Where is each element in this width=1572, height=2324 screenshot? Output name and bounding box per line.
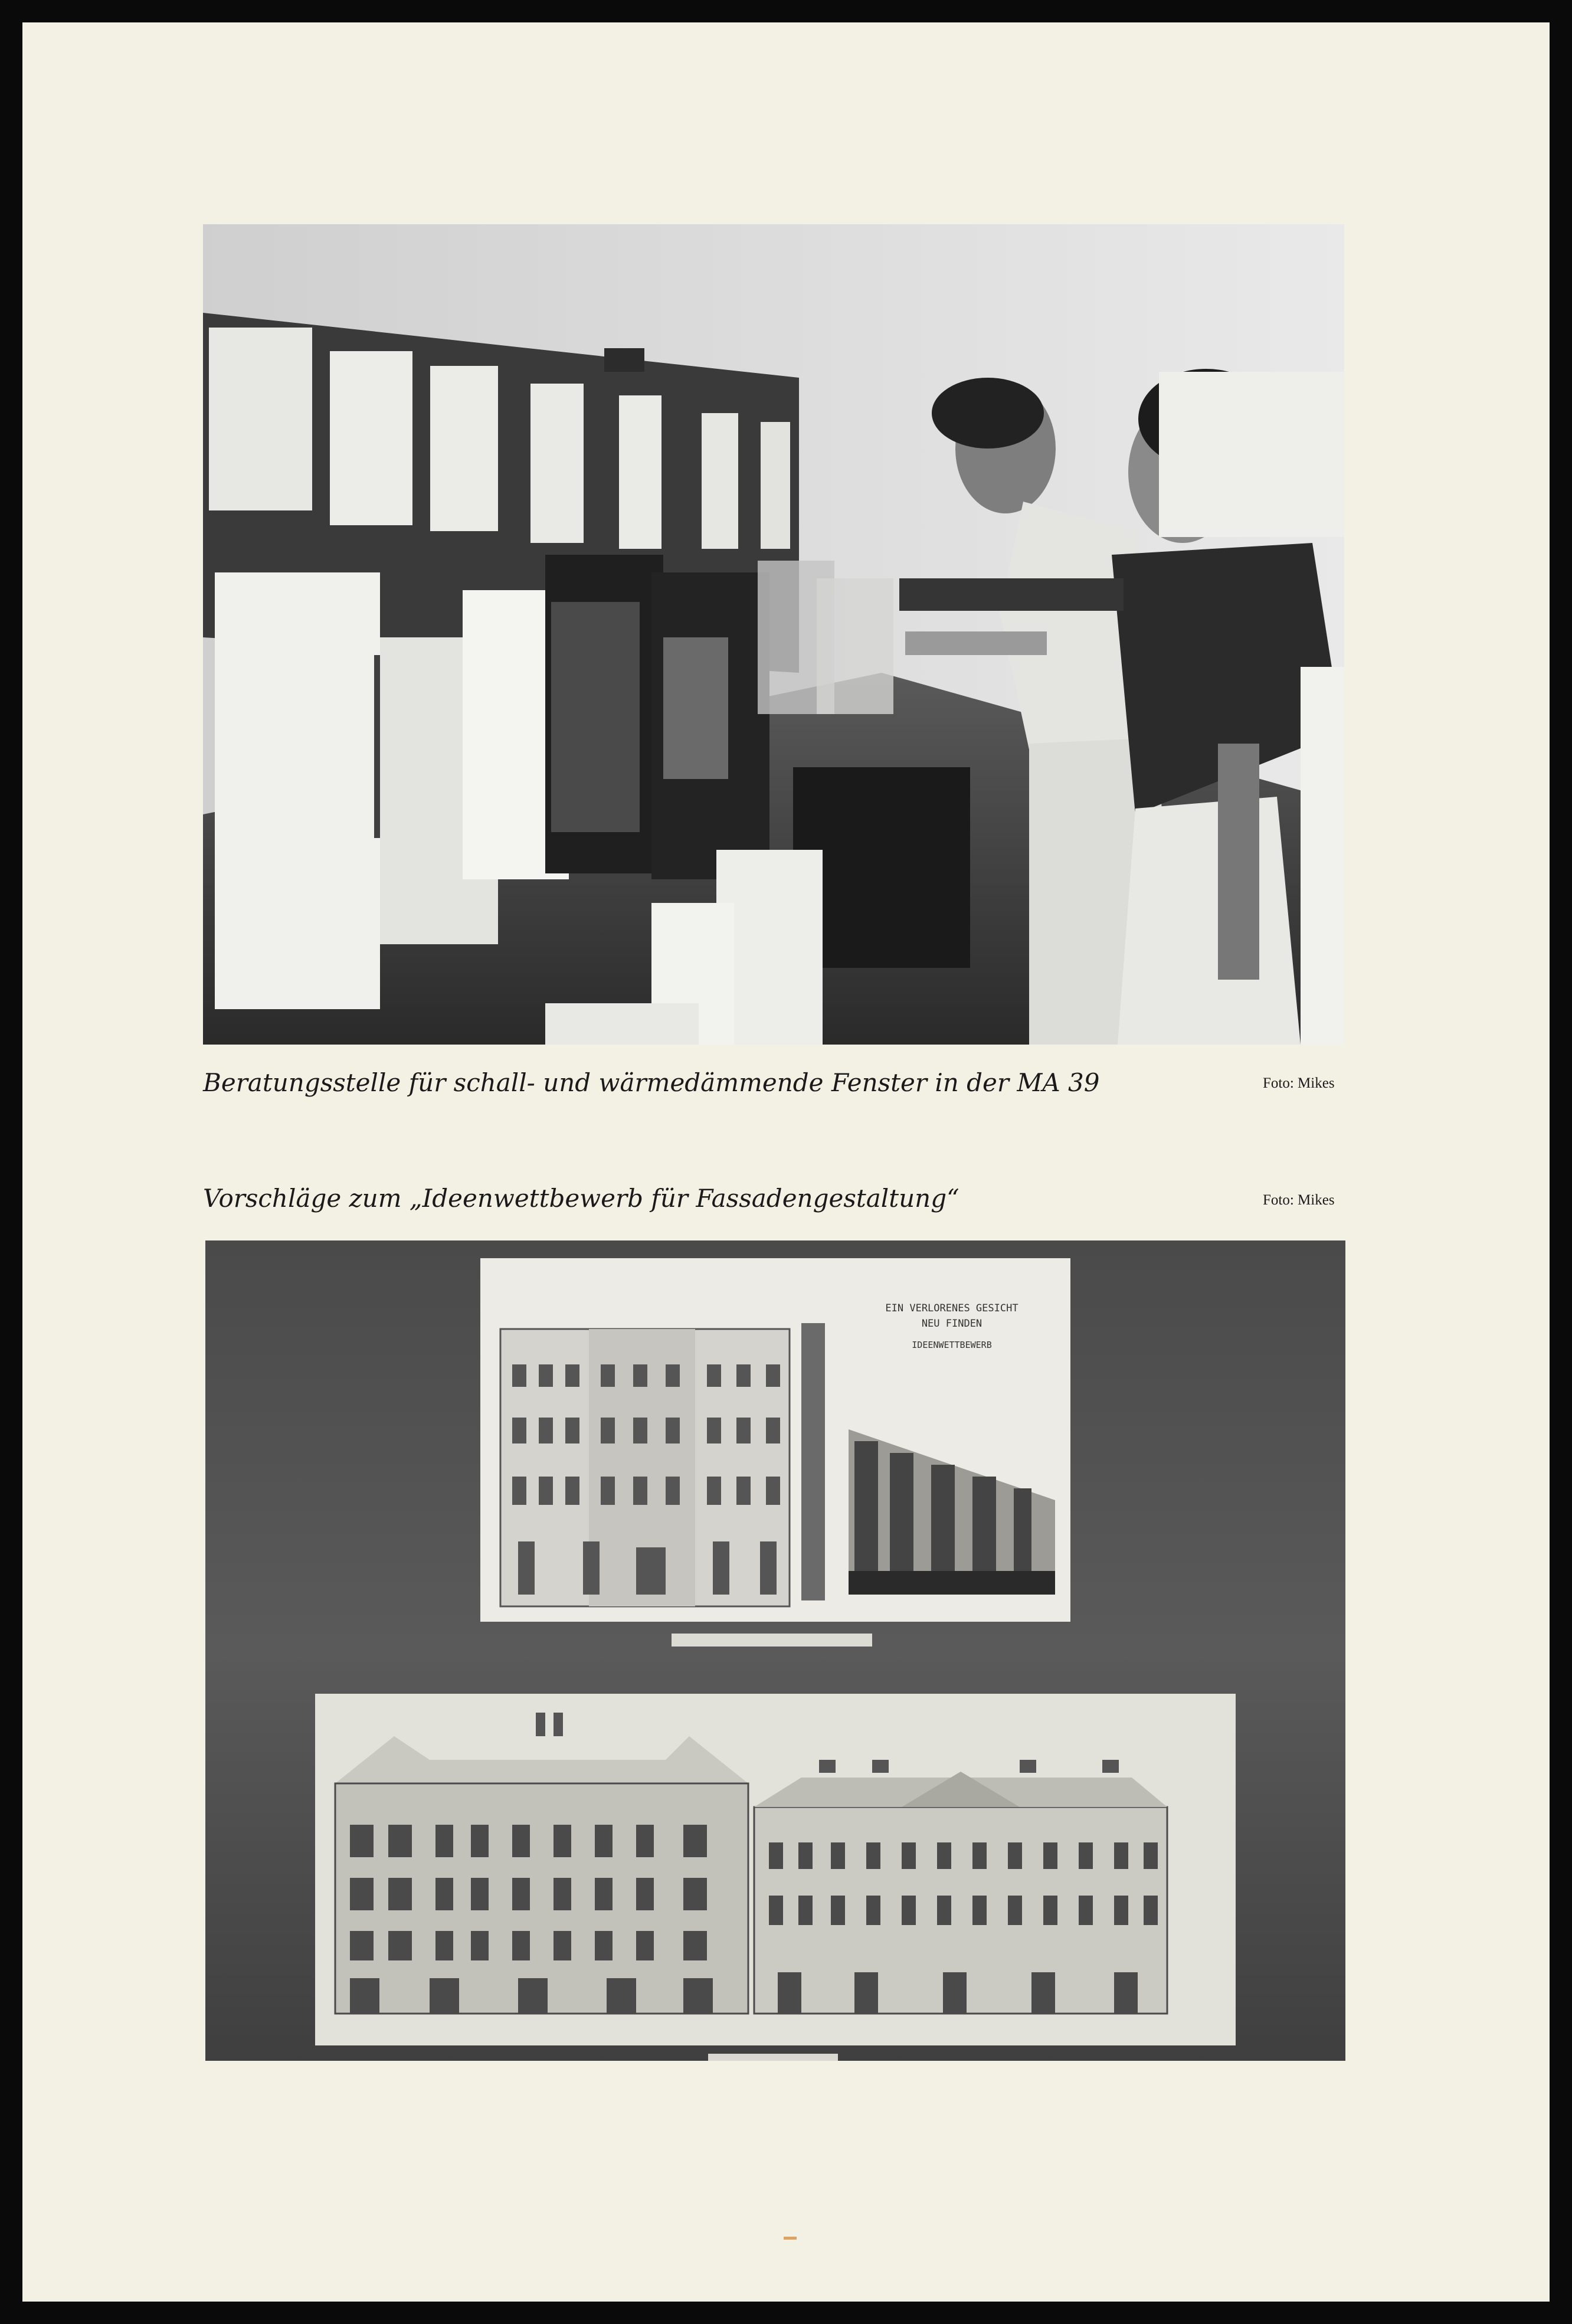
- photo-facade-proposals: [205, 1240, 1345, 2061]
- poster-heading-1: EIN VERLORENES GESICHT: [885, 1302, 1018, 1314]
- figure1-credit: Foto: Mikes: [1263, 1075, 1335, 1091]
- figure1-caption: Beratungsstelle für schall- und wärmedämmende Fenster in der MA 39: [203, 1068, 1100, 1097]
- poster-heading-3: IDEENWETTBEWERB: [912, 1340, 992, 1350]
- photo-window-consultation-image: [203, 224, 1344, 1045]
- poster-heading-2: NEU FINDEN: [921, 1318, 982, 1330]
- page-mark: [784, 2237, 797, 2240]
- document-page: [22, 22, 1550, 2302]
- photo-window-consultation: [203, 224, 1344, 1045]
- figure2-caption: Vorschläge zum „Ideenwettbewerb für Fassadengestaltung“: [203, 1184, 959, 1213]
- photo-facade-proposals-image: [205, 1240, 1345, 2061]
- figure2-credit: Foto: Mikes: [1263, 1192, 1335, 1208]
